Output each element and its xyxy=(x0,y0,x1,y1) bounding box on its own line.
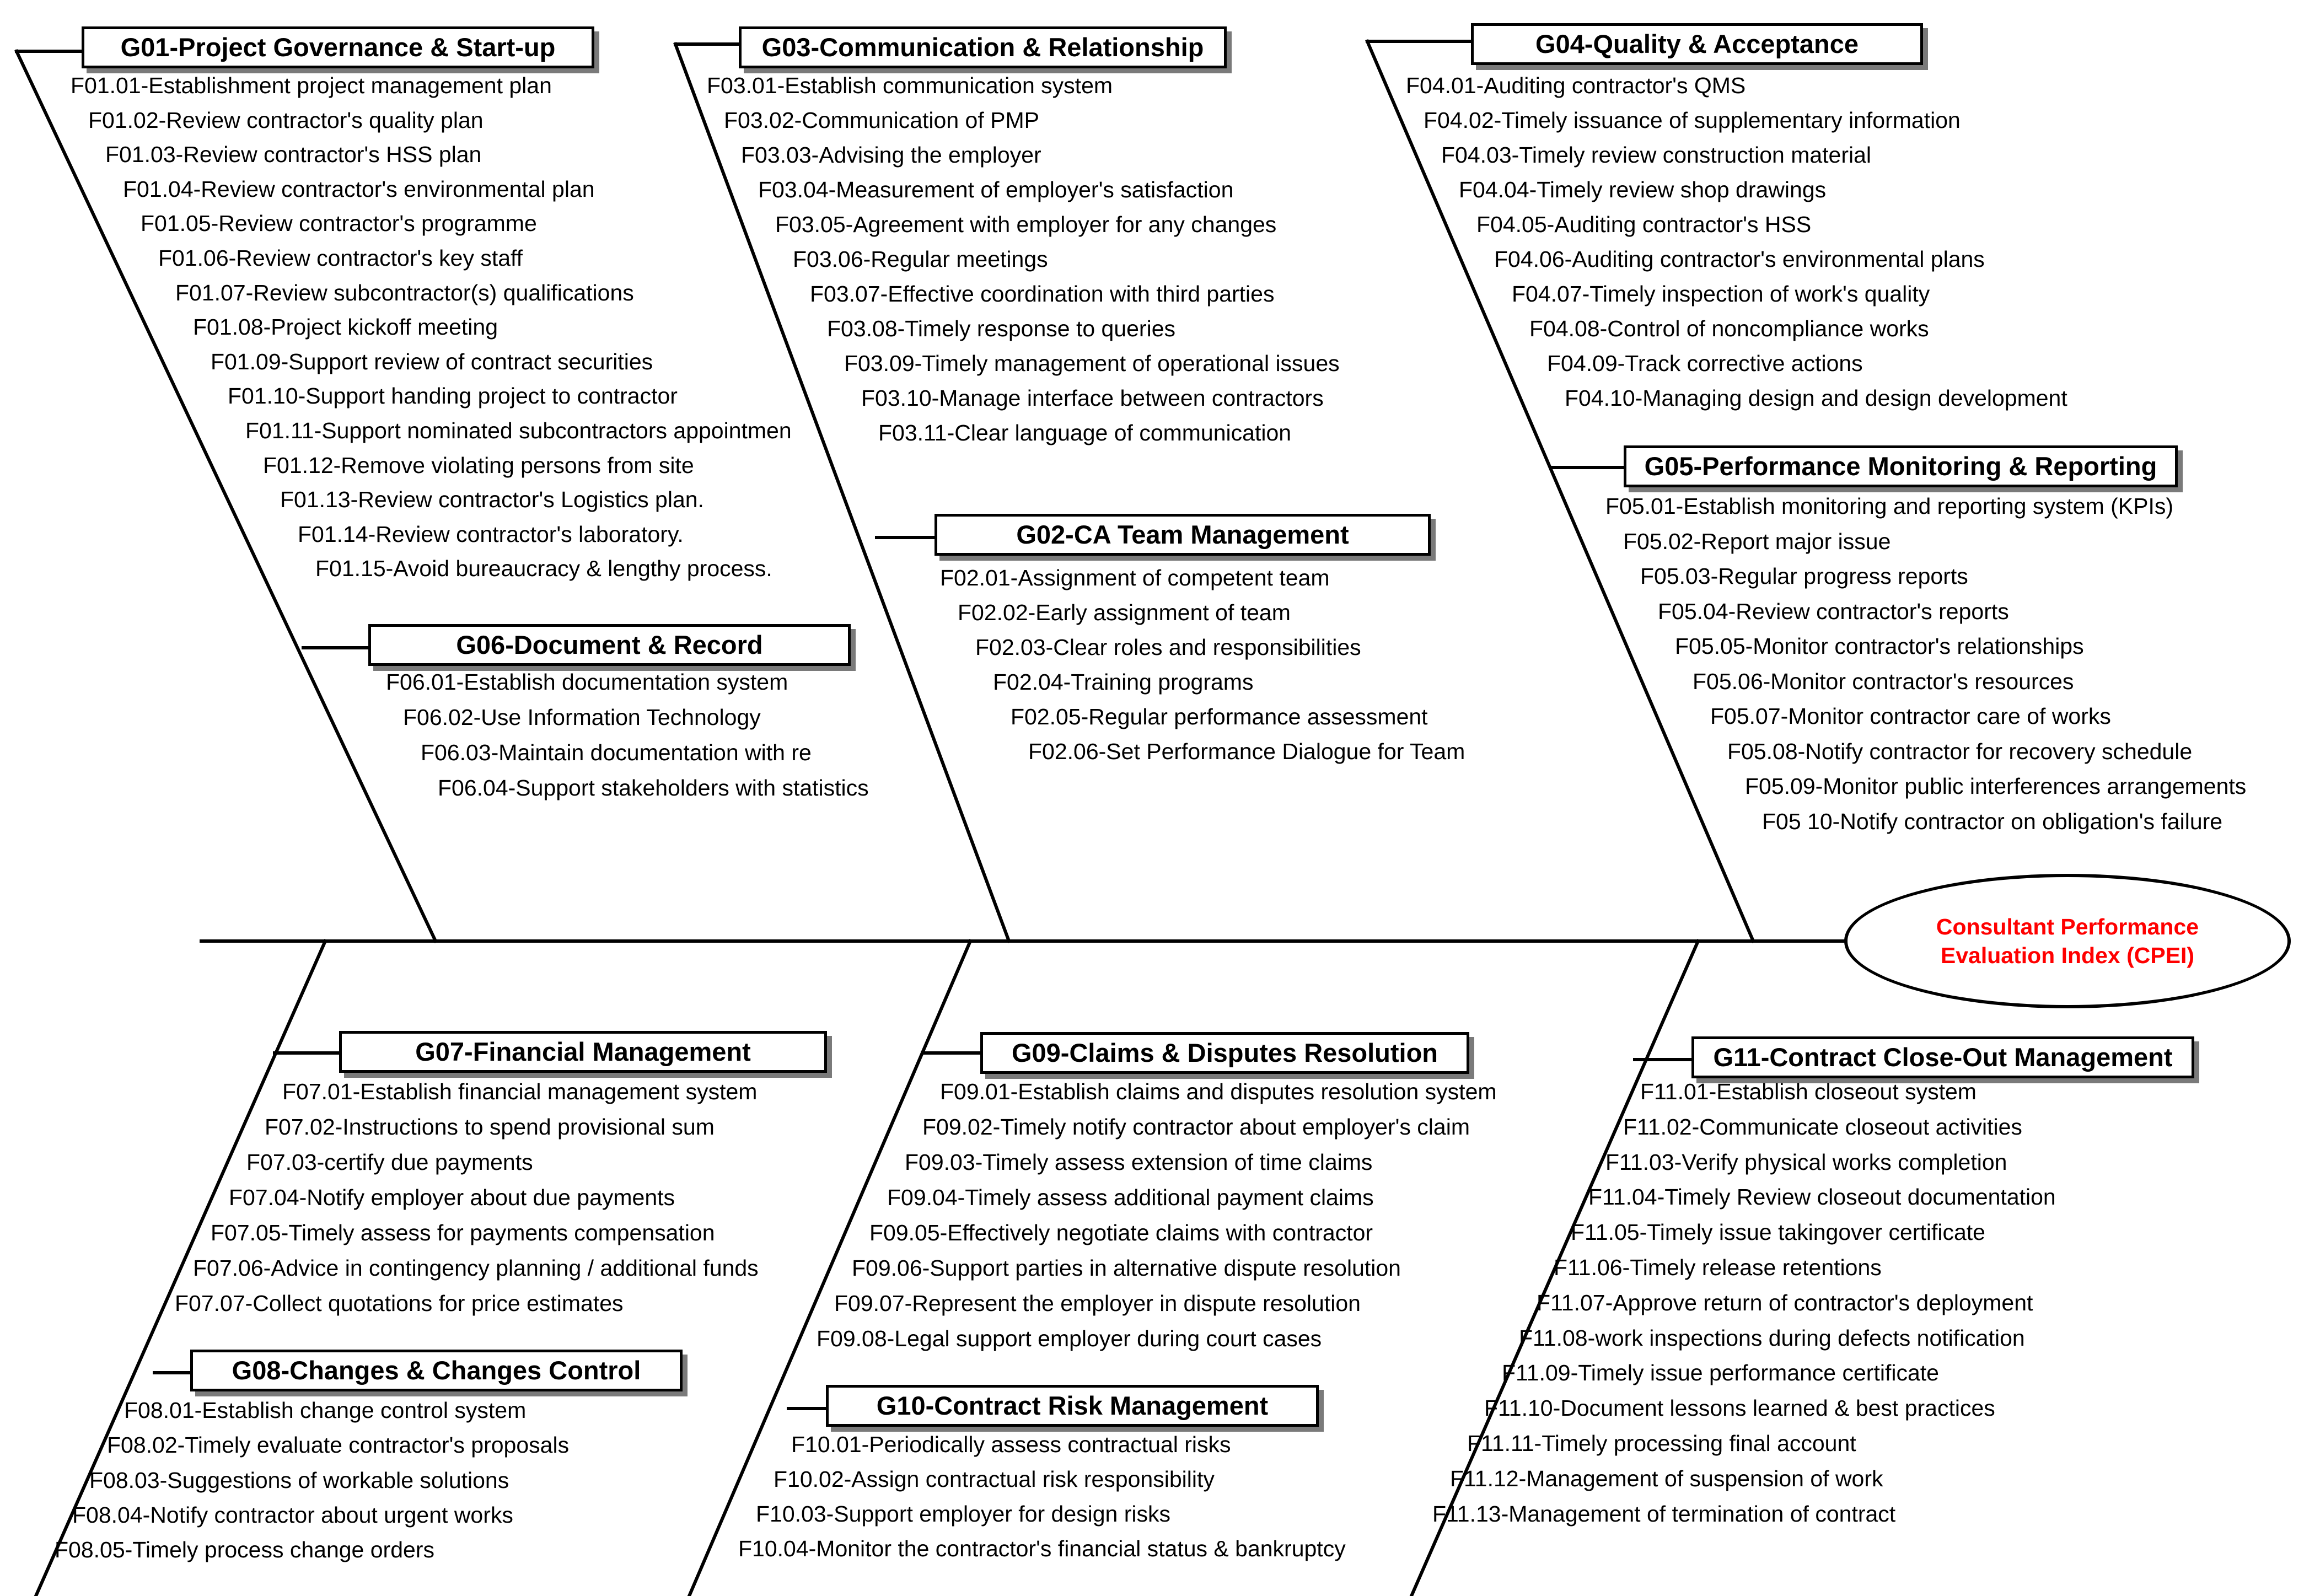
factor-item: F09.04-Timely assess additional payment claims xyxy=(887,1185,1374,1210)
factor-item: F11.10-Document lessons learned & best practices xyxy=(1484,1395,1995,1421)
factor-item: F03.03-Advising the employer xyxy=(741,142,1041,168)
factor-item: F10.04-Monitor the contractor's financial status & bankruptcy xyxy=(738,1536,1346,1561)
factor-item: F01.14-Review contractor's laboratory. xyxy=(298,522,684,547)
factor-item: F05.08-Notify contractor for recovery schedule xyxy=(1727,739,2193,764)
factor-item: F08.03-Suggestions of workable solutions xyxy=(89,1468,509,1493)
factor-item: F03.09-Timely management of operational issues xyxy=(844,351,1340,376)
group-box-g07: G07-Financial Management xyxy=(339,1031,827,1073)
factor-item: F11.01-Establish closeout system xyxy=(1640,1079,1977,1104)
factor-item: F01.10-Support handing project to contractor xyxy=(228,383,678,409)
factor-item: F10.02-Assign contractual risk responsibility xyxy=(774,1466,1215,1492)
factor-item: F03.02-Communication of PMP xyxy=(724,108,1039,133)
group-box-g03: G03-Communication & Relationship xyxy=(739,26,1227,68)
factor-item: F11.03-Verify physical works completion xyxy=(1605,1149,2007,1175)
factor-item: F01.12-Remove violating persons from site xyxy=(263,453,694,478)
factor-item: F02.03-Clear roles and responsibilities xyxy=(975,635,1361,660)
factor-item: F05.03-Regular progress reports xyxy=(1640,563,1968,589)
factor-item: F09.02-Timely notify contractor about employer's claim xyxy=(922,1114,1470,1140)
factor-item: F11.05-Timely issue takingover certificate xyxy=(1571,1219,1985,1245)
group-box-g10: G10-Contract Risk Management xyxy=(826,1385,1319,1427)
factor-item: F03.04-Measurement of employer's satisfaction xyxy=(758,177,1234,202)
factor-item: F11.09-Timely issue performance certificate xyxy=(1502,1360,1939,1385)
factor-item: F11.08-work inspections during defects notification xyxy=(1519,1325,2025,1351)
factor-item: F08.01-Establish change control system xyxy=(124,1398,527,1423)
factor-item: F11.04-Timely Review closeout documentation xyxy=(1588,1184,2056,1210)
factor-item: F09.03-Timely assess extension of time claims xyxy=(905,1149,1373,1175)
factor-item: F04.04-Timely review shop drawings xyxy=(1459,177,1827,202)
factor-item: F09.08-Legal support employer during court cases xyxy=(817,1326,1322,1351)
effect-ellipse xyxy=(1844,874,2291,1008)
factor-item: F07.04-Notify employer about due payments xyxy=(229,1185,675,1210)
group-box-g08: G08-Changes & Changes Control xyxy=(190,1350,683,1391)
factor-item: F08.02-Timely evaluate contractor's proposals xyxy=(107,1432,570,1458)
factor-item: F09.06-Support parties in alternative dispute resolution xyxy=(852,1255,1401,1281)
factor-item: F07.01-Establish financial management system xyxy=(282,1079,758,1104)
factor-item: F03.08-Timely response to queries xyxy=(827,316,1175,341)
factor-item: F02.02-Early assignment of team xyxy=(958,600,1291,625)
factor-item: F07.06-Advice in contingency planning / additional funds xyxy=(193,1255,759,1281)
factor-item: F01.08-Project kickoff meeting xyxy=(193,314,498,340)
factor-item: F01.13-Review contractor's Logistics plan. xyxy=(280,487,704,512)
factor-item: F01.05-Review contractor's programme xyxy=(141,211,537,236)
factor-item: F06.04-Support stakeholders with statistics xyxy=(438,775,869,800)
factor-item: F09.01-Establish claims and disputes resolution system xyxy=(940,1079,1497,1104)
factor-item: F03.01-Establish communication system xyxy=(707,73,1113,98)
factor-item: F04.10-Managing design and design development xyxy=(1565,385,2067,411)
factor-item: F01.04-Review contractor's environmental plan xyxy=(123,176,595,202)
factor-item: F06.03-Maintain documentation with re xyxy=(421,740,812,765)
factor-item: F07.07-Collect quotations for price estimates xyxy=(175,1291,624,1316)
factor-item: F01.15-Avoid bureaucracy & lengthy process. xyxy=(315,556,772,581)
factor-item: F02.04-Training programs xyxy=(993,669,1254,695)
group-box-g05: G05-Performance Monitoring & Reporting xyxy=(1624,445,2178,487)
factor-item: F01.09-Support review of contract securities xyxy=(211,349,653,374)
factor-item: F04.09-Track corrective actions xyxy=(1547,351,1863,376)
group-box-g01: G01-Project Governance & Start-up xyxy=(82,26,594,68)
factor-item: F08.04-Notify contractor about urgent works xyxy=(72,1502,513,1528)
factor-item: F08.05-Timely process change orders xyxy=(55,1537,434,1562)
factor-item: F04.06-Auditing contractor's environmental plans xyxy=(1494,246,1985,272)
factor-item: F05.07-Monitor contractor care of works xyxy=(1710,703,2111,729)
factor-item: F01.11-Support nominated subcontractors appointmen xyxy=(245,418,792,443)
factor-item: F03.05-Agreement with employer for any changes xyxy=(775,212,1277,237)
factor-item: F11.02-Communicate closeout activities xyxy=(1623,1114,2022,1140)
factor-item: F07.05-Timely assess for payments compensation xyxy=(211,1220,715,1245)
factor-item: F04.08-Control of noncompliance works xyxy=(1529,316,1929,341)
factor-item: F05.05-Monitor contractor's relationships xyxy=(1675,633,2084,659)
factor-item: F11.12-Management of suspension of work xyxy=(1450,1466,1883,1491)
factor-item: F05.01-Establish monitoring and reporting system (KPIs) xyxy=(1605,493,2174,519)
effect-label: Consultant Performance Evaluation Index (CPEI) xyxy=(1936,914,2199,968)
factor-item: F11.06-Timely release retentions xyxy=(1554,1255,1882,1280)
factor-item: F11.11-Timely processing final account xyxy=(1467,1431,1856,1456)
factor-item: F05.04-Review contractor's reports xyxy=(1658,599,2009,624)
factor-item: F11.13-Management of termination of contract xyxy=(1432,1501,1896,1527)
factor-item: F03.10-Manage interface between contractors xyxy=(861,385,1324,411)
factor-item: F06.02-Use Information Technology xyxy=(403,705,761,730)
factor-item: F01.06-Review contractor's key staff xyxy=(158,245,523,271)
factor-item: F02.01-Assignment of competent team xyxy=(940,565,1330,590)
group-box-g11: G11-Contract Close-Out Management xyxy=(1691,1036,2194,1078)
factor-item: F03.07-Effective coordination with third parties xyxy=(810,281,1275,307)
factor-item: F10.01-Periodically assess contractual risks xyxy=(791,1432,1231,1457)
group-box-g06: G06-Document & Record xyxy=(368,624,851,666)
factor-item: F05.06-Monitor contractor's resources xyxy=(1693,669,2074,694)
factor-item: F01.03-Review contractor's HSS plan xyxy=(105,142,482,167)
group-box-g09: G09-Claims & Disputes Resolution xyxy=(980,1032,1469,1074)
factor-item: F11.07-Approve return of contractor's deployment xyxy=(1537,1290,2033,1315)
factor-item: F04.02-Timely issuance of supplementary information xyxy=(1424,108,1961,133)
factor-item: F05.09-Monitor public interferences arrangements xyxy=(1745,773,2247,799)
factor-item: F01.07-Review subcontractor(s) qualifications xyxy=(175,280,634,305)
group-box-g04: G04-Quality & Acceptance xyxy=(1471,23,1923,65)
factor-item: F04.07-Timely inspection of work's quality xyxy=(1512,281,1930,307)
factor-item: F09.07-Represent the employer in dispute resolution xyxy=(834,1291,1361,1316)
factor-item: F02.05-Regular performance assessment xyxy=(1011,704,1428,729)
factor-item: F10.03-Support employer for design risks xyxy=(756,1501,1171,1527)
factor-item: F04.05-Auditing contractor's HSS xyxy=(1476,212,1812,237)
factor-item: F04.03-Timely review construction material xyxy=(1441,142,1872,168)
factor-item: F05 10-Notify contractor on obligation's failure xyxy=(1762,809,2223,834)
factor-item: F07.02-Instructions to spend provisional sum xyxy=(265,1114,715,1140)
factor-item: F07.03-certify due payments xyxy=(246,1149,533,1175)
factor-item: F09.05-Effectively negotiate claims with contractor xyxy=(869,1220,1373,1245)
factor-item: F01.02-Review contractor's quality plan xyxy=(88,108,484,133)
factor-item: F03.11-Clear language of communication xyxy=(878,420,1292,445)
factor-item: F01.01-Establishment project management plan xyxy=(71,73,552,98)
factor-item: F02.06-Set Performance Dialogue for Team xyxy=(1028,739,1465,764)
factor-item: F06.01-Establish documentation system xyxy=(386,669,788,695)
factor-item: F03.06-Regular meetings xyxy=(793,246,1048,272)
factor-item: F04.01-Auditing contractor's QMS xyxy=(1406,73,1746,98)
group-box-g02: G02-CA Team Management xyxy=(935,514,1431,556)
factor-item: F05.02-Report major issue xyxy=(1623,529,1891,554)
